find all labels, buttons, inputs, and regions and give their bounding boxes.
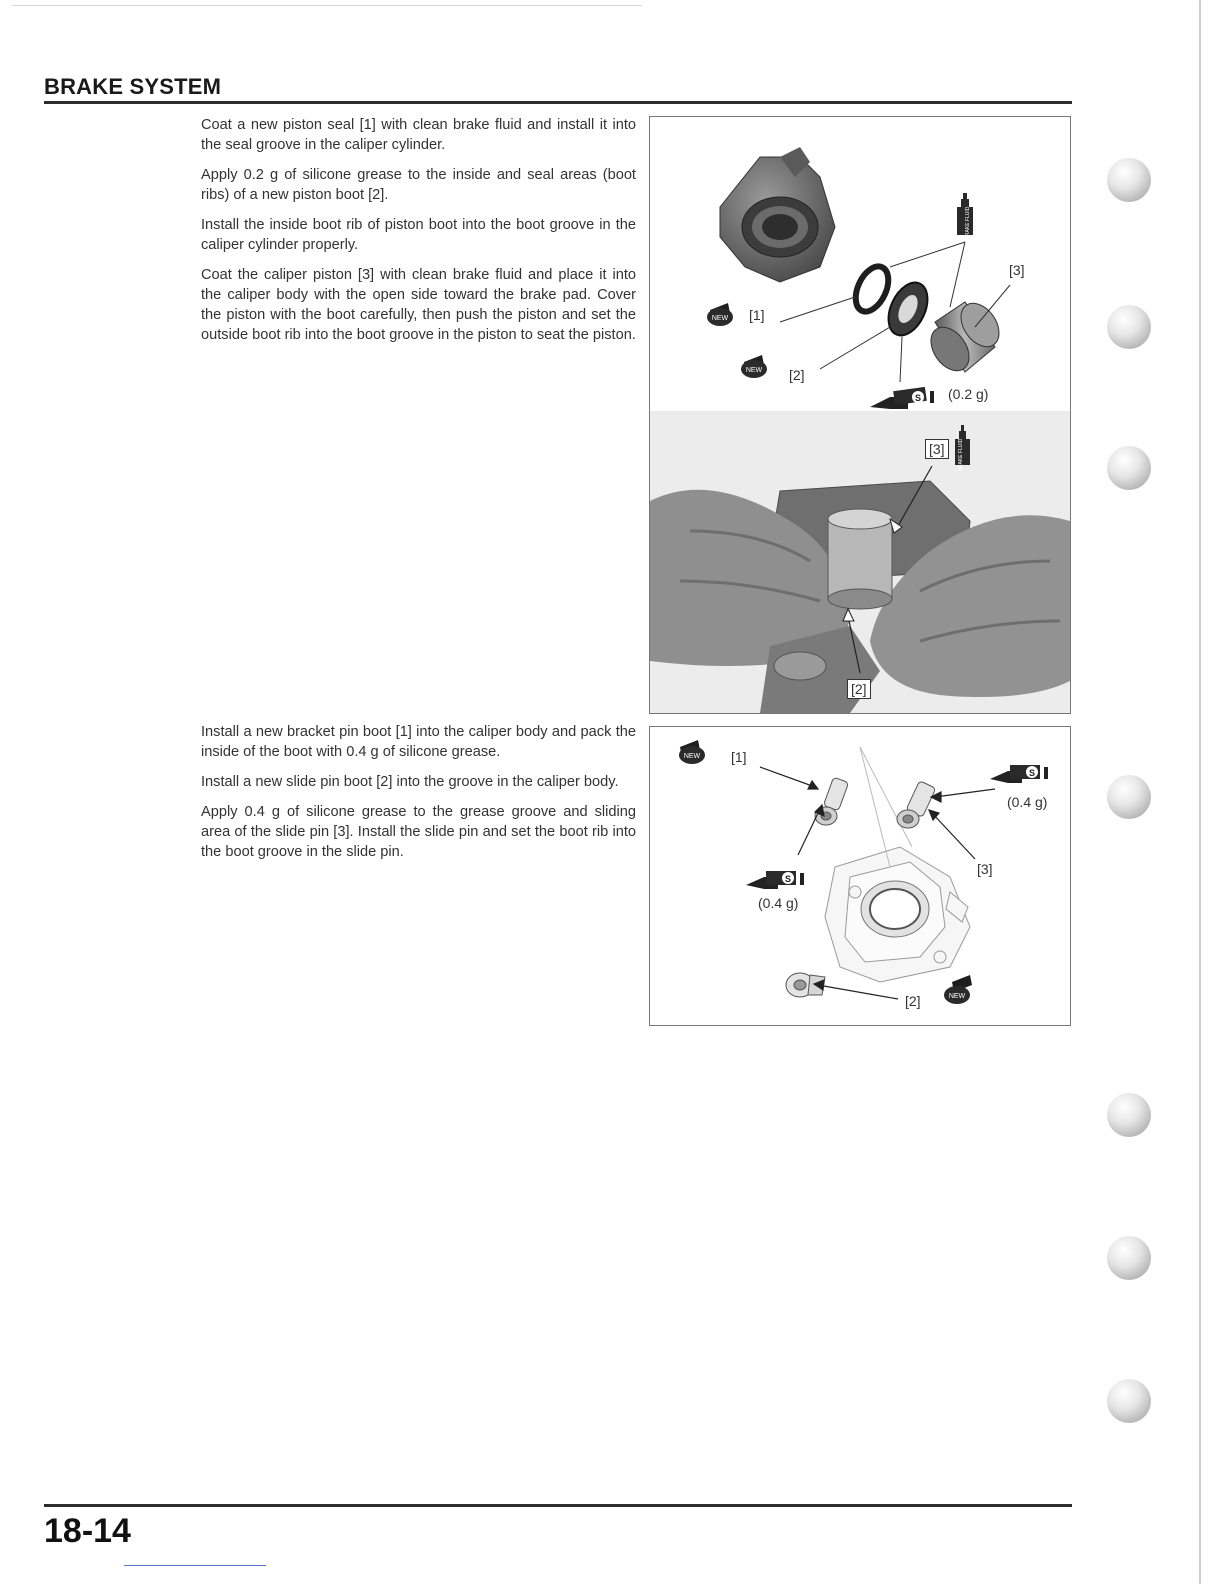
callout-piston-boot: [2] [847,679,871,699]
instructions-pins [201,722,636,872]
new-part-icon [707,303,733,326]
svg-text:BRAKE FLUID: BRAKE FLUID [958,438,964,472]
step-slide-pin-grease: Apply 0.4 g of silicone grease to the grease groove and sliding area of the slide pin [3]. Install the slide pin and set the boot rib into the boot groove in the slide pin. [201,804,636,860]
header-rule [44,101,1072,104]
instructions-piston [201,115,636,355]
callout-slide-pin: [3] [977,861,993,877]
figure-exploded-piston [649,116,1071,413]
binder-hole [1107,775,1151,819]
page-edge [1199,0,1201,1584]
callout-piston-boot: [2] [789,367,805,383]
step-install-piston: Coat the caliper piston [3] with clean brake fluid and place it into the caliper body with the open side toward the brake pad. Cover the piston with the boot carefully, then push the piston and set the outside boot rib into the boot groove in the piston to seat the piston. [201,267,636,343]
grease-amount-left: (0.4 g) [758,895,799,911]
section-title: BRAKE SYSTEM [44,74,222,99]
callout-bracket-pin-boot: [1] [731,749,747,765]
callout-piston: [3] [925,439,949,459]
silicone-grease-icon [990,765,1048,783]
new-part-icon [679,740,705,764]
svg-text:NEW: NEW [745,367,763,374]
slide-pin-illustration [650,727,1070,1025]
step-grease-boot: Apply 0.2 g of silicone grease to the inside and seal areas (boot ribs) of a new piston boot [2]. [201,167,636,203]
svg-text:S: S [1028,768,1036,778]
caliper-body-image [720,147,835,282]
binder-hole [1107,158,1151,202]
svg-text:S: S [784,874,792,884]
bracket-pin-boot-image [815,777,849,825]
svg-text:NEW: NEW [683,753,701,760]
grease-amount-label: (0.2 g) [948,386,989,402]
figure-install-piston-photo [649,411,1071,714]
step-slide-pin-boot: Install a new slide pin boot [2] into the groove in the caliper body. [201,774,619,790]
svg-text:S: S [914,393,922,403]
callout-piston-seal: [1] [749,307,765,323]
page-top-edge [12,5,642,6]
install-piston-photo [650,411,1070,713]
piston-seal-image [849,261,895,316]
step-install-boot-rib: Install the inside boot rib of piston boot into the boot groove in the caliper cylinder properly. [201,217,636,253]
footer-underline [124,1565,266,1566]
figure-slide-pin-boots [649,726,1071,1026]
binder-hole [1107,1236,1151,1280]
step-bracket-pin-boot: Install a new bracket pin boot [1] into the caliper body and pack the inside of the boot with 0.4 g of silicone grease. [201,724,636,760]
exploded-piston-illustration [650,117,1070,412]
silicone-grease-icon [746,871,804,889]
binder-hole [1107,1093,1151,1137]
fluid-bottle-label: BRAKE FLUID [965,206,971,240]
footer-rule [44,1504,1072,1507]
step-piston-seal: Coat a new piston seal [1] with clean brake fluid and install it into the seal groove in the caliper cylinder. [201,117,636,153]
svg-text:NEW: NEW [948,993,966,1000]
grease-amount-right: (0.4 g) [1007,794,1048,810]
svg-text:NEW: NEW [711,315,729,322]
silicone-grease-icon [870,387,934,409]
binder-hole [1107,1379,1151,1423]
callout-piston: [3] [1009,262,1025,278]
new-part-icon [741,355,767,378]
piston-image [923,296,1007,378]
binder-hole [1107,446,1151,490]
brake-fluid-bottle-icon [957,193,973,239]
new-part-icon [944,975,972,1004]
callout-slide-pin-boot: [2] [905,993,921,1009]
binder-hole [1107,305,1151,349]
slide-pin-image [897,781,936,828]
page-number: 18-14 [44,1512,131,1550]
